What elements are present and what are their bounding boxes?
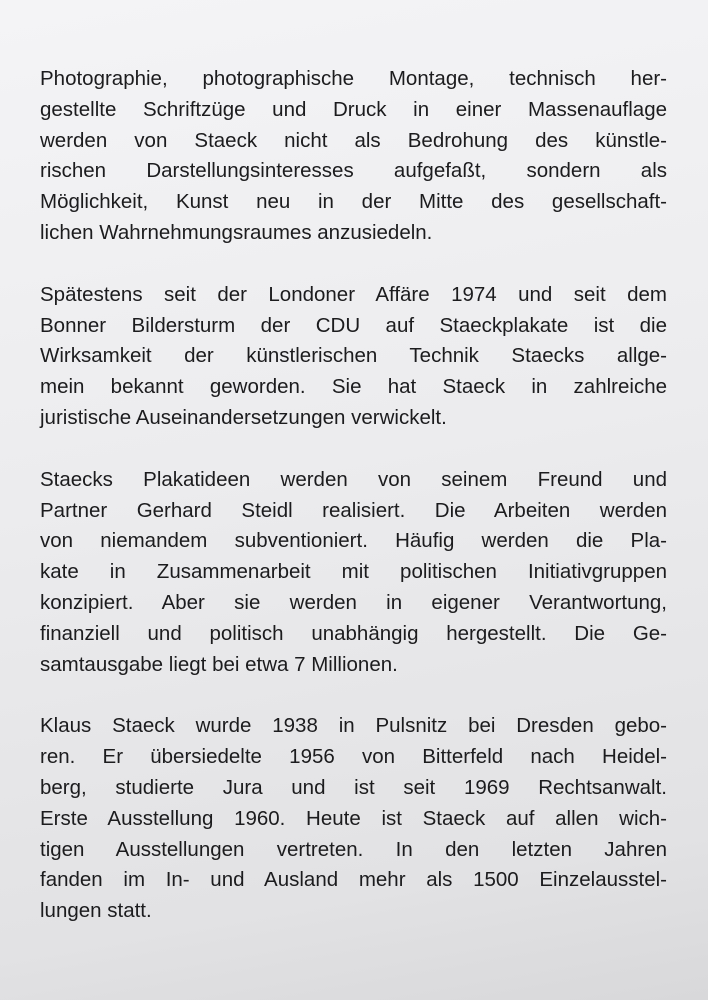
- text-line: Spätestens seit der Londoner Affäre 1974 und seit dem: [40, 282, 667, 306]
- paragraph: [40, 465, 667, 681]
- paragraph: [40, 64, 667, 249]
- text-line: samtausgabe liegt bei etwa 7 Millionen.: [40, 652, 398, 676]
- text-line: werden von Staeck nicht als Bedrohung des künstle-: [40, 128, 667, 152]
- text-line: Bonner Bildersturm der CDU auf Staeckplakate ist die: [40, 313, 667, 337]
- text-line: ren. Er übersiedelte 1956 von Bitterfeld nach Heidel-: [40, 745, 667, 769]
- text-line: Partner Gerhard Steidl realisiert. Die Arbeiten werden: [40, 498, 667, 522]
- text-line: Klaus Staeck wurde 1938 in Pulsnitz bei Dresden gebo-: [40, 714, 667, 738]
- text-line: von niemandem subventioniert. Häufig werden die Pla-: [40, 529, 667, 553]
- text-line: juristische Auseinandersetzungen verwickelt.: [40, 405, 447, 429]
- text-line: kate in Zusammenarbeit mit politischen Initiativgruppen: [40, 560, 667, 584]
- text-line: Erste Ausstellung 1960. Heute ist Staeck auf allen wich-: [40, 806, 667, 830]
- text-line: Photographie, photographische Montage, technisch her-: [40, 67, 667, 90]
- text-line: berg, studierte Jura und ist seit 1969 Rechtsanwalt.: [40, 775, 667, 799]
- text-line: Möglichkeit, Kunst neu in der Mitte des gesellschaft-: [40, 190, 667, 214]
- text-line: lichen Wahrnehmungsraumes anzusiedeln.: [40, 220, 433, 244]
- text-line: gestellte Schriftzüge und Druck in einer Massenauflage: [40, 97, 667, 121]
- text-line: rischen Darstellungsinteresses aufgefaßt, sondern als: [40, 159, 667, 183]
- text-line: mein bekannt geworden. Sie hat Staeck in zahlreiche: [40, 375, 667, 399]
- text-line: tigen Ausstellungen vertreten. In den letzten Jahren: [40, 837, 667, 861]
- text-line: Staecks Plakatideen werden von seinem Freund und: [40, 467, 667, 491]
- text-line: lungen statt.: [40, 899, 152, 923]
- text-line: konzipiert. Aber sie werden in eigener Verantwortung,: [40, 590, 667, 614]
- text-line: finanziell und politisch unabhängig hergestellt. Die Ge-: [40, 621, 667, 645]
- paragraph: [40, 711, 667, 927]
- paragraph: [40, 280, 667, 434]
- text-line: fanden im In- und Ausland mehr als 1500 Einzelausstel-: [40, 868, 667, 892]
- text-line: Wirksamkeit der künstlerischen Technik Staecks allge-: [40, 344, 667, 368]
- document-text: [40, 64, 667, 958]
